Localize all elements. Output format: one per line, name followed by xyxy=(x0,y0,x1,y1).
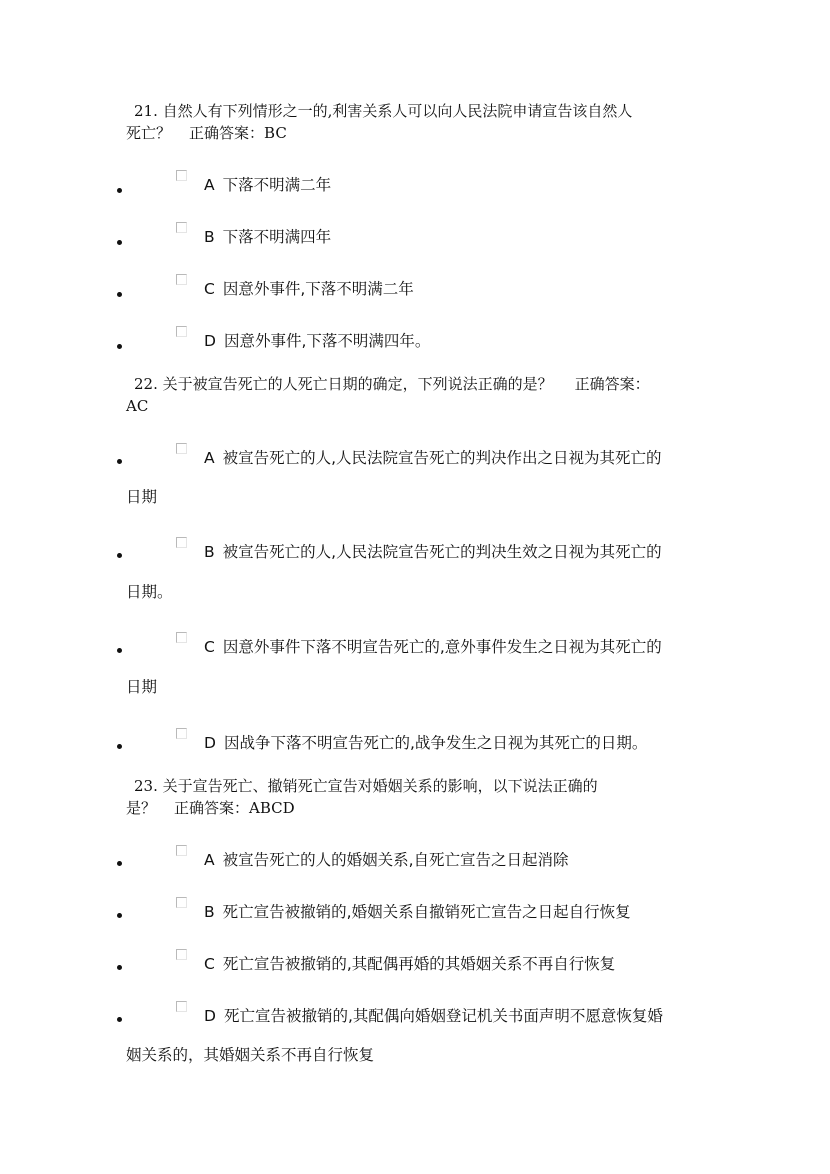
question-text-cont: 是？ xyxy=(126,799,157,817)
bullet xyxy=(117,240,122,245)
option-text: 被宣告死亡的人的婚姻关系,自死亡宣告之日起消除 xyxy=(222,851,569,869)
option-letter: A xyxy=(204,176,215,194)
option-letter: C xyxy=(204,955,215,973)
option-text: 被宣告死亡的人,人民法院宣告死亡的判决作出之日视为其死亡的 xyxy=(222,449,662,467)
correct-answer-label: 正确答案： xyxy=(574,375,650,393)
option-text: 下落不明满四年 xyxy=(222,228,332,246)
checkbox-23-d[interactable] xyxy=(176,1001,187,1012)
question-text: 自然人有下列情形之一的,利害关系人可以向人民法院申请宣告该自然人 xyxy=(162,102,633,120)
option-22-a-cont: 日期 xyxy=(126,488,158,506)
option-text: 死亡宣告被撤销的,其配偶再婚的其婚姻关系不再自行恢复 xyxy=(222,955,616,973)
checkbox-23-b[interactable] xyxy=(176,897,187,908)
bullet xyxy=(117,913,122,918)
checkbox-23-c[interactable] xyxy=(176,949,187,960)
question-text-cont: 死亡？ xyxy=(126,124,172,142)
bullet xyxy=(117,965,122,970)
question-number: 22. xyxy=(134,375,158,393)
option-23-a xyxy=(0,850,830,874)
checkbox-22-d[interactable] xyxy=(176,728,187,739)
option-21-c xyxy=(0,279,830,303)
bullet xyxy=(117,459,122,464)
bullet xyxy=(117,553,122,558)
option-letter: C xyxy=(204,280,215,298)
checkbox-22-a[interactable] xyxy=(176,443,187,454)
option-23-d xyxy=(0,1006,830,1030)
option-text: 因意外事件下落不明宣告死亡的,意外事件发生之日视为其死亡的 xyxy=(222,638,662,656)
bullet xyxy=(117,861,122,866)
question-21 xyxy=(126,100,716,144)
bullet xyxy=(117,292,122,297)
option-22-b xyxy=(0,542,830,566)
bullet xyxy=(117,1017,122,1022)
option-text: 因战争下落不明宣告死亡的,战争发生之日视为其死亡的日期。 xyxy=(223,734,648,752)
bullet xyxy=(117,188,122,193)
option-22-c-cont: 日期 xyxy=(126,678,158,696)
option-text: 死亡宣告被撤销的,其配偶向婚姻登记机关书面声明不愿意恢复婚 xyxy=(223,1007,663,1025)
option-21-b xyxy=(0,227,830,251)
bullet xyxy=(117,344,122,349)
option-letter: B xyxy=(204,903,215,921)
option-22-b-cont: 日期。 xyxy=(126,583,173,601)
option-text: 死亡宣告被撤销的,婚姻关系自撤销死亡宣告之日起自行恢复 xyxy=(222,903,631,921)
question-text: 关于被宣告死亡的人死亡日期的确定，下列说法正确的是？ xyxy=(162,375,553,393)
option-text: 因意外事件,下落不明满二年 xyxy=(222,280,414,298)
option-21-a xyxy=(0,175,830,199)
question-22 xyxy=(126,373,716,417)
checkbox-21-c[interactable] xyxy=(176,274,187,285)
bullet xyxy=(117,744,122,749)
question-number: 21. xyxy=(134,102,158,120)
correct-answer: 正确答案：ABCD xyxy=(174,799,295,817)
option-letter: B xyxy=(204,543,215,561)
option-letter: D xyxy=(204,1007,216,1025)
checkbox-22-c[interactable] xyxy=(176,632,187,643)
option-22-c xyxy=(0,637,830,661)
question-text: 关于宣告死亡、撤销死亡宣告对婚姻关系的影响，以下说法正确的 xyxy=(162,777,598,795)
option-letter: A xyxy=(204,851,215,869)
option-letter: A xyxy=(204,449,215,467)
option-letter: B xyxy=(204,228,215,246)
bullet xyxy=(117,648,122,653)
option-23-d-cont: 姻关系的，其婚姻关系不再自行恢复 xyxy=(126,1046,375,1064)
option-22-d xyxy=(0,733,830,757)
question-number: 23. xyxy=(134,777,158,795)
option-letter: C xyxy=(204,638,215,656)
option-22-a xyxy=(0,448,830,472)
checkbox-22-b[interactable] xyxy=(176,537,187,548)
option-letter: D xyxy=(204,734,216,752)
option-text: 因意外事件,下落不明满四年。 xyxy=(223,332,431,350)
correct-answer-value: AC xyxy=(126,397,149,415)
checkbox-21-a[interactable] xyxy=(176,170,187,181)
option-23-b xyxy=(0,902,830,926)
option-letter: D xyxy=(204,332,216,350)
correct-answer: 正确答案：BC xyxy=(189,124,287,142)
checkbox-21-d[interactable] xyxy=(176,326,187,337)
question-23 xyxy=(126,775,716,819)
option-23-c xyxy=(0,954,830,978)
option-text: 被宣告死亡的人,人民法院宣告死亡的判决生效之日视为其死亡的 xyxy=(222,543,662,561)
option-21-d xyxy=(0,331,830,355)
option-text: 下落不明满二年 xyxy=(222,176,332,194)
checkbox-23-a[interactable] xyxy=(176,845,187,856)
checkbox-21-b[interactable] xyxy=(176,222,187,233)
